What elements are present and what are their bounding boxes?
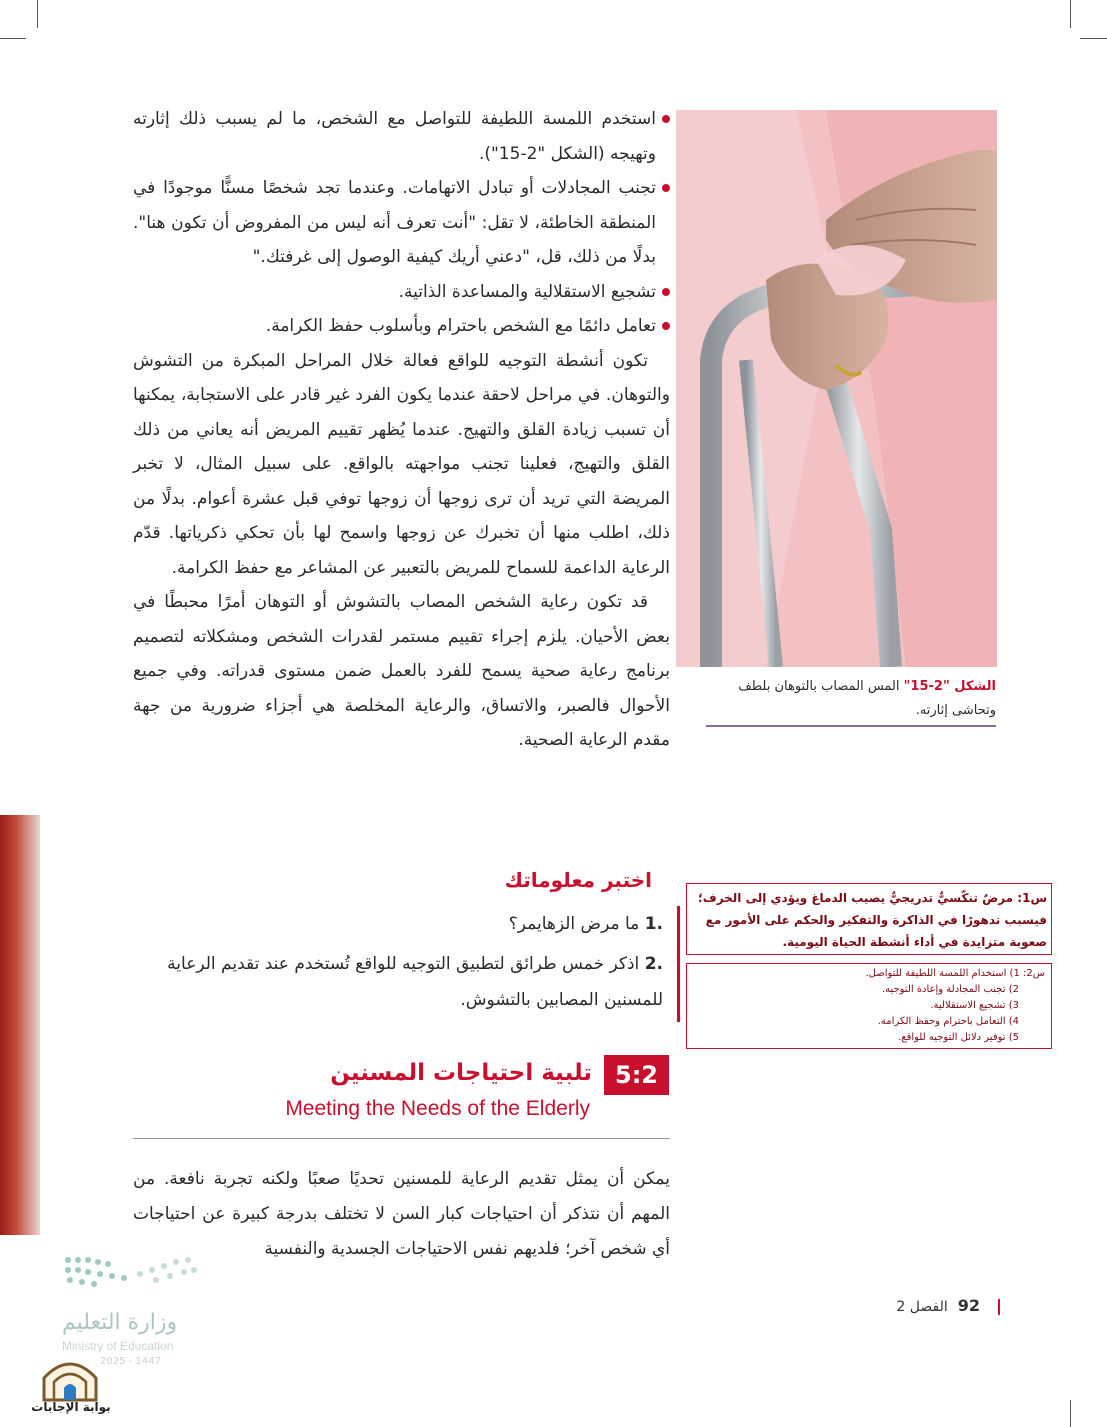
- crop-mark: [37, 0, 38, 28]
- paragraph: قد تكون رعاية الشخص المصاب بالتشوش أو التوهان أمرًا محبطًا في بعض الأحيان. يلزم إجراء تقييم مستمر لقدرات الشخص ومشكلاته لتصميم برنامج رعاية صحية يسمح للفرد بالعمل ضمن مستوى قدراته. وفي جميع الأحوال فالصبر، والاتساق، والرعاية المخلصة هي أجزاء ضرورية من جهة مقدم الرعاية الصحية.: [133, 592, 670, 750]
- walker-hands-illustration: [676, 110, 997, 667]
- ministry-year: 2025 - 1447: [100, 1356, 161, 1367]
- question-number: .1: [644, 914, 663, 934]
- bullet-item: تجنب المجادلات أو تبادل الاتهامات. وعندما تجد شخصًا مسنًّا موجودًا في المنطقة الخاطئة، لا تقل: "أنت تعرف أنه ليس من المفروض أن تكون هنا". بدلًا من ذلك، قل، "دعني أريك كيفية الوصول إلى غرفتك.": [133, 171, 670, 275]
- section-title-ar: تلبية احتياجات المسنين: [330, 1060, 592, 1086]
- answer-line: 2) تجنب المجادلة وإعادة التوجيه.: [881, 984, 1019, 995]
- answer-line: 4) التعامل باحترام وحفظ الكرامة.: [877, 1016, 1019, 1027]
- ministry-name-en: Ministry of Education: [62, 1339, 174, 1353]
- quiz-title: اختبر معلوماتك: [504, 868, 652, 892]
- section-number: 5:2: [604, 1055, 669, 1095]
- answer-line: 3) تشجيع الاستقلالية.: [930, 1000, 1019, 1011]
- answer-box-1: س1: مرضٌ تنكّسيٌّ تدريجيٌّ يصيب الدماغ ويؤدي إلى الخرف؛ فيسبب تدهورًا في الذاكرة والتفكير والحكم على الأمور مع صعوبة متزايدة في أداء أنشطة الحياة اليومية.: [686, 883, 1052, 955]
- section-body: [133, 1162, 670, 1267]
- paragraph: يمكن أن يمثل تقديم الرعاية للمسنين تحديًا صعبًا ولكنه تجربة نافعة. من المهم أن نتذكر أن احتياجات كبار السن لا تختلف بدرجة كبيرة عن احتياجات أي شخص آخر؛ فلديهم نفس الاحتياجات الجسدية والنفسية: [133, 1169, 670, 1259]
- section-title-en: Meeting the Needs of the Elderly: [285, 1097, 590, 1120]
- footer-divider: [998, 1299, 1000, 1315]
- quiz-questions: [133, 906, 680, 1022]
- figure-caption: [706, 675, 996, 727]
- answer-box-2: [686, 963, 1052, 1049]
- quiz-question: [133, 946, 663, 1018]
- answer-line: س2: 1) استخدام اللمسة اللطيفة للتواصل.: [865, 968, 1045, 979]
- crop-mark: [1070, 0, 1071, 28]
- question-number: .2: [644, 954, 663, 974]
- side-decoration: [0, 815, 40, 1235]
- ministry-name-ar: وزارة التعليم: [62, 1310, 178, 1335]
- paragraph: تكون أنشطة التوجيه للواقع فعالة خلال المراحل المبكرة من التشوش والتوهان. في مراحل لاحقة عندما يكون الفرد غير قادر على الاستجابة، يمكنها أن تسبب زيادة القلق والتهيج. عندما يُظهر تقييم المريض أنه يعاني من ذلك القلق والتهيج، فعلينا تجنب مواجهته بالواقع. على سبيل المثال، لا تخبر المريضة التي تريد أن ترى زوجها أن زوجها توفي قبل عشرة أعوام. بدلًا من ذلك، اطلب منها أن تخبرك عن زوجها واسمح لها بأن تحكي ذكرياتها. قدّم الرعاية الداعمة للسماح للمريض بالتعبير عن المشاعر مع حفظ الكرامة.: [133, 350, 670, 578]
- crop-mark: [1080, 38, 1107, 39]
- crop-mark: [1070, 1400, 1071, 1427]
- answer-line: 5) توفير دلائل التوجيه للواقع.: [898, 1032, 1019, 1043]
- bullet-item: استخدم اللمسة اللطيفة للتواصل مع الشخص، ما لم يسبب ذلك إثارته وتهيجه (الشكل "2-15").: [133, 102, 670, 171]
- chapter-label: الفصل 2: [896, 1299, 948, 1315]
- figure-label: الشكل "2-15": [903, 679, 996, 694]
- page-footer: [870, 1296, 1000, 1315]
- page-number: 92: [957, 1296, 980, 1315]
- watermark-text: بوابة الإجابات: [31, 1400, 111, 1414]
- figure-photo: [676, 110, 997, 667]
- bullet-item: تشجيع الاستقلالية والمساعدة الذاتية.: [133, 275, 670, 310]
- section-divider: [133, 1138, 670, 1139]
- question-text: ما مرض الزهايمر؟: [508, 914, 640, 934]
- question-text: اذكر خمس طرائق لتطبيق التوجيه للواقع تُستخدم عند تقديم الرعاية للمسنين المصابين بالتشوش.: [167, 954, 663, 1010]
- bullet-item: تعامل دائمًا مع الشخص باحترام وبأسلوب حفظ الكرامة.: [133, 309, 670, 344]
- quiz-question: [133, 906, 663, 942]
- crop-mark: [0, 38, 26, 39]
- body-text: [133, 102, 670, 758]
- ministry-logo-icon: [60, 1250, 200, 1310]
- figure-caption-text: المس المصاب بالتوهان بلطف وتحاشى إثارته.: [738, 679, 996, 718]
